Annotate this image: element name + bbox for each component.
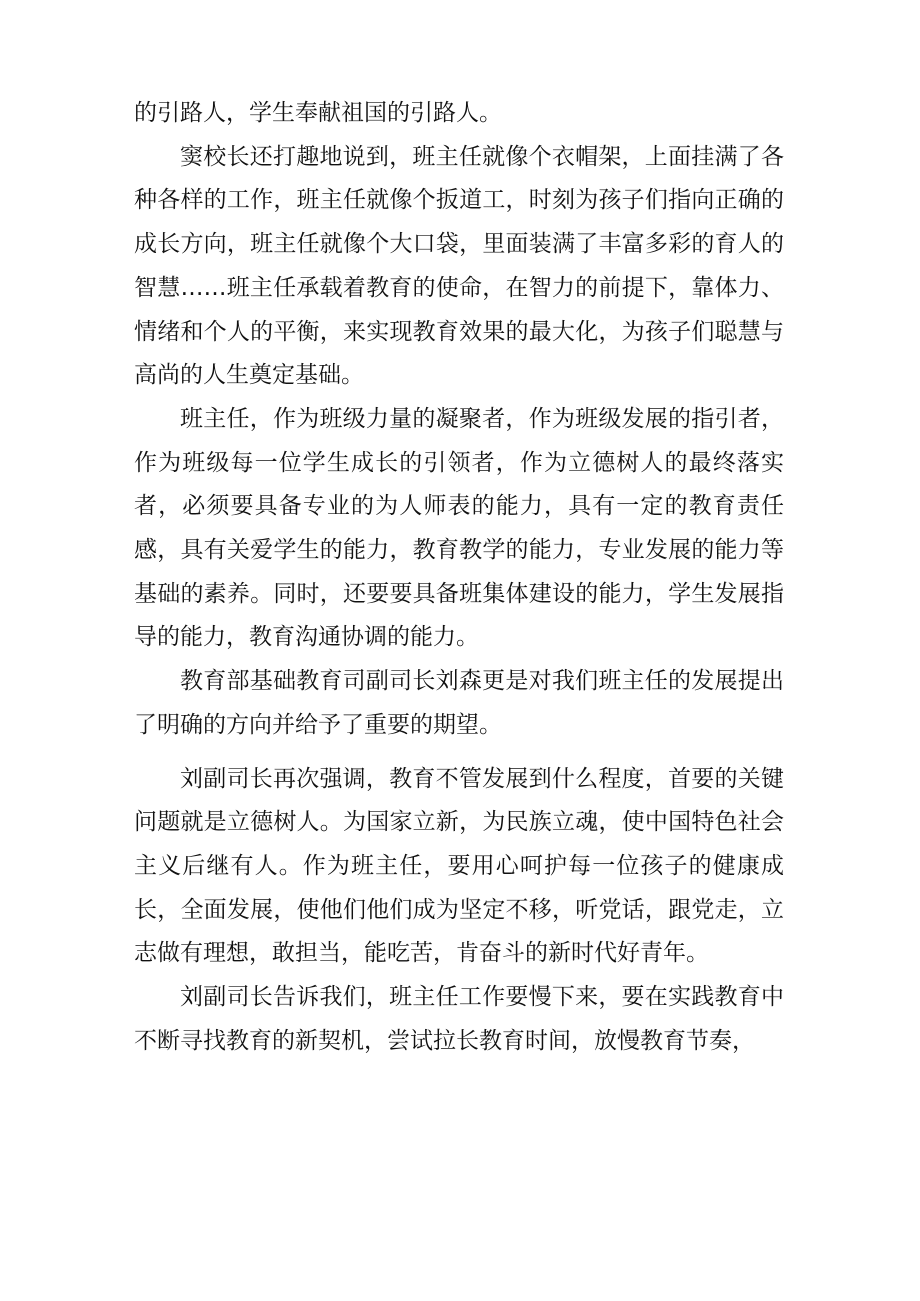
document-body bbox=[134, 92, 784, 1063]
paragraph-continued: 的引路人，学生奉献祖国的引路人。 bbox=[134, 100, 502, 126]
paragraph: 班主任，作为班级力量的凝聚者，作为班级发展的指引者，作为班级每一位学生成长的引领者，作为立德树人的最终落实者，必须要具备专业的为人师表的能力，具有一定的教育责任感，具有关爱学生的能力，教育教学的能力，专业发展的能力等基础的素养。同时，还要要具备班集体建设的能力，学生发展指导的能力，教育沟通协调的能力。 bbox=[134, 405, 784, 651]
paragraph: 窦校长还打趣地说到，班主任就像个衣帽架，上面挂满了各种各样的工作，班主任就像个扳道工，时刻为孩子们指向正确的成长方向，班主任就像个大口袋，里面装满了丰富多彩的育人的智慧……班主任承载着教育的使命，在智力的前提下，靠体力、情绪和个人的平衡，来实现教育效果的最大化，为孩子们聪慧与高尚的人生奠定基础。 bbox=[134, 143, 784, 389]
paragraph: 刘副司长告诉我们，班主任工作要慢下来，要在实践教育中不断寻找教育的新契机，尝试拉长教育时间，放慢教育节奏， bbox=[134, 984, 784, 1054]
paragraph: 教育部基础教育司副司长刘森更是对我们班主任的发展提出了明确的方向并给予了重要的期望。 bbox=[134, 668, 784, 738]
paragraph: 刘副司长再次强调，教育不管发展到什么程度，首要的关键问题就是立德树人。为国家立新，为民族立魂，使中国特色社会主义后继有人。作为班主任，要用心呵护每一位孩子的健康成长，全面发展，使他们他们成为坚定不移，听党话，跟党走，立志做有理想，敢担当，能吃苦，肯奋斗的新时代好青年。 bbox=[134, 765, 784, 967]
